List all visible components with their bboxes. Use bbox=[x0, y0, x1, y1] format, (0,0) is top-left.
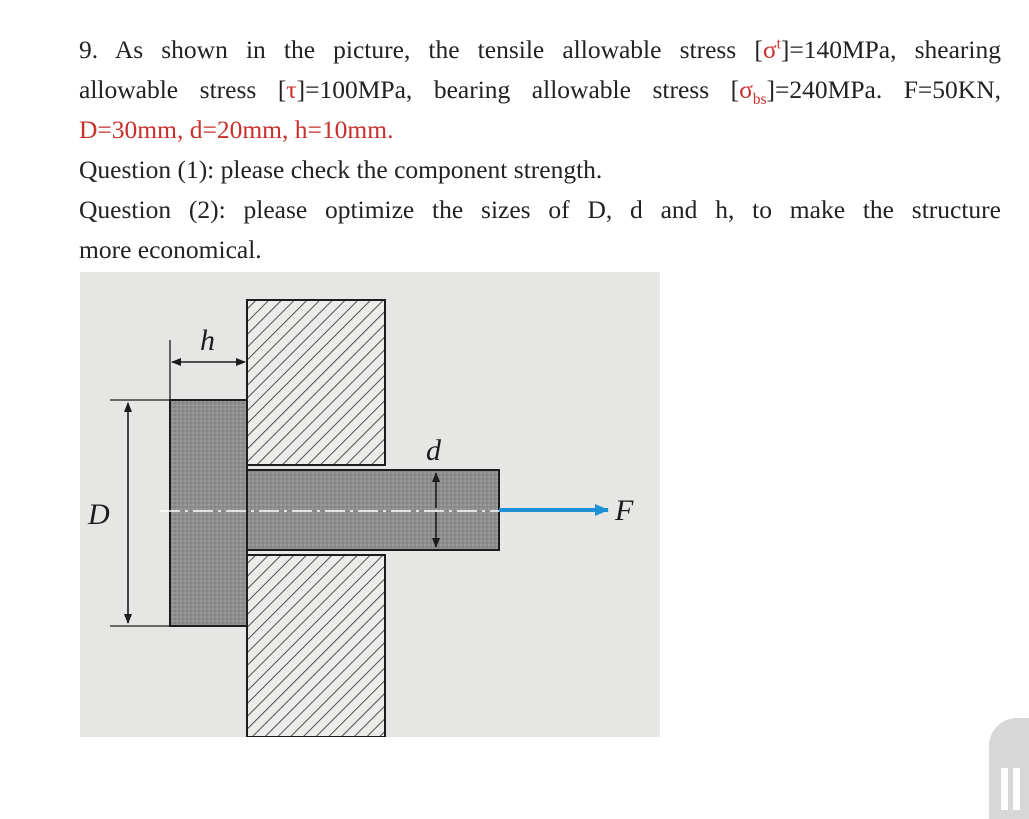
bearing-stress-value: ]=240MPa. F=50KN, bbox=[766, 75, 1002, 104]
tensile-stress-value: ]=140MPa, shearing bbox=[780, 35, 1001, 64]
question-2-line-1: Question (2): please optimize the sizes of D, d and h, to make the structure bbox=[79, 195, 1001, 224]
sigma-subscript: bs bbox=[752, 91, 767, 109]
label-h: h bbox=[200, 324, 215, 357]
bolt-head bbox=[170, 400, 247, 626]
bearing-stress-text: ]=100MPa, bearing allowable stress [ bbox=[296, 75, 740, 104]
label-d: d bbox=[426, 434, 441, 467]
plate-upper-section bbox=[247, 300, 385, 465]
problem-line-1 bbox=[79, 30, 1001, 70]
sigma-bs-glyph: σ bbox=[739, 75, 753, 104]
dimensions-line: D=30mm, d=20mm, h=10mm. bbox=[79, 115, 394, 144]
scroll-handle-icon[interactable] bbox=[989, 718, 1029, 819]
bearing-sigma-symbol bbox=[739, 75, 767, 109]
question-1: Question (1): please check the component strength. bbox=[79, 155, 603, 184]
tensile-sigma-symbol bbox=[763, 35, 781, 64]
problem-line-2 bbox=[79, 70, 1001, 110]
problem-statement bbox=[79, 30, 1001, 270]
label-D: D bbox=[88, 498, 110, 531]
sigma-superscript: t bbox=[776, 35, 781, 53]
plate-lower-section bbox=[247, 555, 385, 737]
tensile-stress-text: 9. As shown in the picture, the tensile allowable stress [ bbox=[79, 35, 763, 64]
handle-bar-right bbox=[1013, 768, 1020, 810]
shear-stress-text: allowable stress [ bbox=[79, 75, 287, 104]
tau-symbol: τ bbox=[286, 75, 297, 104]
diagram-svg bbox=[80, 272, 660, 737]
label-F: F bbox=[615, 494, 634, 527]
sigma-glyph: σ bbox=[762, 35, 777, 64]
question-2-line-2: more economical. bbox=[79, 235, 262, 264]
bolt-shank bbox=[247, 470, 499, 550]
bolt-diagram bbox=[80, 272, 660, 737]
handle-bar-left bbox=[1001, 768, 1008, 810]
